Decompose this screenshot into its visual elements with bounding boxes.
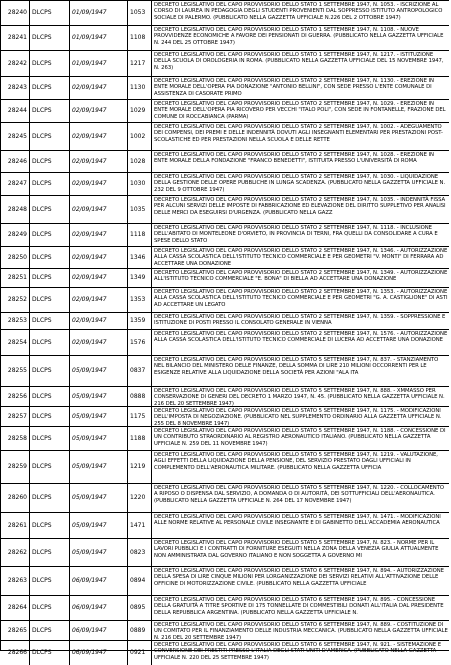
act-description: DECRETO LEGISLATIVO DEL CAPO PROVVISORIO DELLO STATO 5 SETTEMBRE 1947, N. 1471. - MODIFICAZIONI ALLE NORME RELATIVE AL PERSONALE CIVILE INSEGNANTE E DI GABINETTO DELL'ACCADEMIA AERONAUTICA — [151, 513, 449, 538]
act-type: DLCPS — [29, 313, 69, 329]
act-type: DLCPS — [29, 151, 69, 172]
record-id: 28244 — [7, 107, 27, 114]
table-row — [1, 123, 449, 151]
act-description: DECRETO LEGISLATIVO DEL CAPO PROVVISORIO DELLO STATO 2 SETTEMBRE 1947, N. 1028. - EREZIONE IN ENTE MORALE DELLA FONDAZIONE "FRANCO BENEDETTI", ISTITUITA PRESSO L'UNIVERSITÀ DI ROMA — [151, 151, 449, 172]
act-type: DLCPS — [29, 26, 69, 50]
table-row — [1, 513, 449, 539]
act-number: 1002 — [127, 123, 151, 150]
record-id: 28255 — [7, 367, 27, 374]
act-type: DLCPS — [29, 247, 69, 268]
act-description: DECRETO LEGISLATIVO DEL CAPO PROVVISORIO DELLO STATO 2 SETTEMBRE 1947, N. 1349. - AUTORIZZAZIONE ALL'ISTITUTO TECNICO COMMERCIALE "E. BONA" DI BIELLA AD ACCETTARE UNA DONAZIONE — [151, 269, 449, 287]
table-row — [1, 451, 449, 484]
act-date: 01/09/1947 — [69, 26, 127, 50]
act-date: 02/09/1947 — [69, 100, 127, 122]
act-description: DECRETO LEGISLATIVO DEL CAPO PROVVISORIO DELLO STATO 2 SETTEMBRE 1947, N. 1353. - AUTORIZZAZIONE ALLA CASSA SCOLASTICA DELL'ISTITUTO TECNICO COMMERCIALE E PER GEOMETRI "G. A. CASTIGLIONE" DI ASTI AD ACCETTARE UN LEGATO — [151, 288, 449, 312]
act-date: 06/09/1947 — [69, 621, 127, 641]
act-date: 02/09/1947 — [69, 123, 127, 150]
record-id: 28265 — [7, 627, 27, 635]
act-date: 02/09/1947 — [69, 288, 127, 312]
act-number: 1220 — [127, 484, 151, 512]
record-id: 28256 — [7, 393, 27, 401]
act-number: 0837 — [127, 356, 151, 386]
act-type: DLCPS — [29, 387, 69, 407]
record-id: 28242 — [7, 59, 27, 67]
act-type: DLCPS — [29, 539, 69, 566]
act-description: DECRETO LEGISLATIVO DEL CAPO PROVVISORIO DELLO STATO 6 SETTEMBRE 1947, N. 921. - SISTEMAZIONE E CONVERSIONE DEI PRESTITI PRESSO L'ITALIA DEGLI STATI UNITI D'AMERICA. (PUBBLICATO NELLA GAZZETTA UFFICIALE N. 220 DEL 25 SETTEMBRE 1947) — [151, 641, 449, 665]
act-date: 05/09/1947 — [69, 356, 127, 386]
record-id: 28250 — [7, 253, 27, 261]
act-description: DECRETO LEGISLATIVO DEL CAPO PROVVISORIO DELLO STATO 2 SETTEMBRE 1947, N. 1030. - LIQUIDAZIONE DELLA GESTIONE DELLE OPERE PUBBLICHE IN LUNGA SCADENZA. (PUBBLICATO NELLA GAZZETTA UFFICIALE N. 232 DEL 9 OTTOBRE 1947) — [151, 173, 449, 195]
act-number: 1118 — [127, 224, 151, 246]
act-number: 1576 — [127, 330, 151, 355]
act-description: DECRETO LEGISLATIVO DEL CAPO PROVVISORIO DELLO STATO 2 SETTEMBRE 1947, N. 1029. - EREZIONE IN ENTE MORALE DELL'OPERA PIA RICOVERO PER VECCHI "ITALO POLI", CON SEDE IN FONTANELLE, FRAZIONE DEL COMUNE DI ROCCABIANCA (PARMA) — [151, 100, 449, 122]
act-date: 02/09/1947 — [69, 330, 127, 355]
act-date: 02/09/1947 — [69, 224, 127, 246]
act-number: 1353 — [127, 288, 151, 312]
act-type: DLCPS — [29, 641, 69, 665]
table-row — [1, 387, 449, 407]
act-description: DECRETO LEGISLATIVO DEL CAPO PROVVISORIO DELLO STATO 2 SETTEMBRE 1947, N. 1118. - INCLUSIONE DELL'ABITATO DI MONTELEONE D'ORVIETO, IN PROVINCIA DI TERNI, FRA QUELLI DA CONSOLIDARE A CURA E SPESE DELLO STATO — [151, 224, 449, 246]
table-row — [1, 641, 449, 665]
act-description: DECRETO LEGISLATIVO DEL CAPO PROVVISORIO DELLO STATO 5 SETTEMBRE 1947, N. 1219. - VALUTAZIONE, AGLI EFFETTI DELLA LIQUIDAZIONE DELLA PENSIONE, DEL SERVIZIO PRESTATO DAGLI UFFICIALI IN COMPLEMENTO DELL'AERONAUTICA MILITARE. (PUBBLICATO NELLA GAZZETTA UFFICIA — [151, 451, 449, 483]
act-number: 1471 — [127, 513, 151, 538]
act-description: DECRETO LEGISLATIVO DEL CAPO PROVVISORIO DELLO STATO 2 SETTEMBRE 1947, N. 1002. - ADEGUAMENTO DEI COMPENSI, DEI PREMI E DELLE INDENNITÀ DOVUTI AGLI INSEGNANTI ELEMENTARI PER PRESTAZIONI POST-SCOLASTICHE ED PER PRESTAZIONI NELLA SCUOLA E DELLE RETTE — [151, 123, 449, 150]
act-type: DLCPS — [29, 288, 69, 312]
act-number: 1030 — [127, 173, 151, 195]
act-description: DECRETO LEGISLATIVO DEL CAPO PROVVISORIO DELLO STATO 2 SETTEMBRE 1947, N. 1346. - AUTORIZZAZIONE ALLA CASSA SCOLASTICA DELL'ISTITUTO TECNICO COMMERCIALE E PER GEOMETRI "V. MONTI" DI FERRARA AD ACCETTARE UNA DONAZIONE — [151, 247, 449, 268]
act-type: DLCPS — [29, 330, 69, 355]
act-type: DLCPS — [29, 427, 69, 450]
act-date: 02/09/1947 — [69, 173, 127, 195]
act-number: 1029 — [127, 100, 151, 122]
act-type: DLCPS — [29, 100, 69, 122]
act-number: 0894 — [127, 567, 151, 595]
act-description: DECRETO LEGISLATIVO DEL CAPO PROVVISORIO DELLO STATO 2 SETTEMBRE 1947, N. 1130. - EREZIONE IN ENTE MORALE DELL'OPERA PIA DONAZIONE "ANTONIO BELLINI", CON SEDE PRESSO L'ENTE COMUNALE DI ASSISTENZA DI CASORATE PRIMO — [151, 77, 449, 99]
act-number: 1035 — [127, 196, 151, 223]
act-type: DLCPS — [29, 407, 69, 427]
record-id: 28252 — [7, 296, 27, 303]
record-id: 28259 — [7, 463, 27, 470]
record-id: 28260 — [7, 494, 27, 501]
act-date: 06/09/1947 — [69, 641, 127, 665]
table-row — [1, 224, 449, 247]
act-description: DECRETO LEGISLATIVO DEL CAPO PROVVISORIO DELLO STATO 1 SETTEMBRE 1947, N. 1217. - ISTITUZIONE DELLA SCUOLA DI OROLOGERIA IN ROMA. (PUBBLICATO NELLA GAZZETTA UFFICIALE DEL 15 NOVEMBRE 1947, N. 263) — [151, 51, 449, 76]
act-description: DECRETO LEGISLATIVO DEL CAPO PROVVISORIO DELLO STATO 5 SETTEMBRE 1947, N. 823. - NORME PER IL LAVORI PUBBLICI E I CONTRATTI DI FORNITURE ESEGUITI NELLA ZONA DELLA VENEZIA GIULIA ATTUALMENTE NON AMMINISTRATA DAL GOVERNO ITALIANO E NON SOGGETTA A GOVERNO MI — [151, 539, 449, 566]
act-number: 1217 — [127, 51, 151, 76]
table-row — [1, 567, 449, 596]
act-description: DECRETO LEGISLATIVO DEL CAPO PROVVISORIO DELLO STATO 5 SETTEMBRE 1947, N. 837. - STANZIAMENTO NEL BILANCIO DEL MINISTERO DELLE FINANZE, DELLA SOMMA DI LIRE 210 MILIONI OCCORRENTI PER LE ESIGENZE RELATIVE ALLA LIQUIDAZIONE DELLA SOCIETÀ PER AZIONI "ALA ITA — [151, 356, 449, 386]
record-id: 28247 — [7, 180, 27, 187]
record-id: 28257 — [7, 413, 27, 421]
act-description: DECRETO LEGISLATIVO DEL CAPO PROVVISORIO DELLO STATO 2 SETTEMBRE 1947, N. 1576. - AUTORIZZAZIONE ALLA CASSA SCOLASTICA DELL'ISTITUTO TECNICO COMMERCIALE DI LUCERA AD ACCETTARE UNA DONAZIONE — [151, 330, 449, 355]
act-type: DLCPS — [29, 484, 69, 512]
table-row — [1, 100, 449, 123]
act-description: DECRETO LEGISLATIVO DEL CAPO PROVVISORIO DELLO STATO 5 SETTEMBRE 1947, N. 888. - XMMASSO PER CONSERVAZIONE DI GENERI DEL DECRETO 1 MARZO 1947, N. 45. (PUBBLICATO NELLA GAZZETTA UFFICIALE N. 216 DEL 20 SETTEMBRE 1947) — [151, 387, 449, 407]
record-id: 28261 — [7, 521, 27, 529]
record-id: 28240 — [7, 9, 27, 16]
act-number: 1219 — [127, 451, 151, 483]
act-description: DECRETO LEGISLATIVO DEL CAPO PROVVISORIO DELLO STATO 2 SETTEMBRE 1947, N. 1359. - SOPPRESSIONE E ISTITUZIONE DI POSTI PRESSO IL CONSOLATO GENERALE IN VIENNA — [151, 313, 449, 329]
act-type: DLCPS — [29, 356, 69, 386]
record-id: 28245 — [7, 132, 27, 140]
act-date: 05/09/1947 — [69, 484, 127, 512]
act-description: DECRETO LEGISLATIVO DEL CAPO PROVVISORIO DELLO STATO 6 SETTEMBRE 1947, N. 894. - AUTORIZZAZIONE DELLA SPESA DI LIRE CINQUE MILIONI PER LORGANIZZAZIONE DEI SERVIZI RELATIVI ALL'ATTIVAZIONE DELLE OFFICINE DI MOTORIZZAZIONE CIVILE. (PUBBLICATO NELLA GAZZETTA UFFICIALE — [151, 567, 449, 595]
act-description: DECRETO LEGISLATIVO DEL CAPO PROVVISORIO DELLO STATO 5 SETTEMBRE 1947, N. 1175. - MODIFICAZIONI DELL'IMPOSTA DI NEGOZIAZIONE. (PUBBLICATO NEL SUPPLEMENTO ORDINARIO ALLA GAZZETTA UFFICIALE N. 255 DEL 8 NOVEMBRE 1947) — [151, 407, 449, 427]
act-type: DLCPS — [29, 123, 69, 150]
record-id: 28249 — [7, 231, 27, 238]
table-row — [1, 173, 449, 196]
record-id: 28254 — [7, 338, 27, 346]
table-row — [1, 407, 449, 427]
act-number: 1028 — [127, 151, 151, 172]
act-date: 02/09/1947 — [69, 247, 127, 268]
act-description: DECRETO LEGISLATIVO DEL CAPO PROVVISORIO DELLO STATO 2 SETTEMBRE 1947, N. 1035. - INDENNITÀ FISSA PER ALCUNI SERVIZI DELLE IMPOSTE DI FABBRICAZIONE ED ELEVAZIONE DEL DIRITTO SUPPLETIVO PER ANALISI DELLE MERCI DA ESEGUIRSI D'URGENZA. (PUBBLICATO NELLA GAZZ — [151, 196, 449, 223]
table-row — [1, 269, 449, 288]
act-type: DLCPS — [29, 173, 69, 195]
act-number: 0823 — [127, 539, 151, 566]
act-description: DECRETO LEGISLATIVO DEL CAPO PROVVISORIO DELLO STATO 1 SETTEMBRE 1947, N. 1108. - NUOVE PROVVIDENZE ECONOMICHE A FAVORE DEI PENSIONATI DI GUERRA. (PUBBLICATO NELLA GAZZETTA UFFICIALE N. 244 DEL 25 OTTOBRE 1947) — [151, 26, 449, 50]
table-row — [1, 247, 449, 269]
act-date: 02/09/1947 — [69, 77, 127, 99]
act-number: 1130 — [127, 77, 151, 99]
table-row — [1, 596, 449, 621]
table-row — [1, 330, 449, 356]
act-date: 02/09/1947 — [69, 196, 127, 223]
act-number: 0895 — [127, 596, 151, 620]
table-row — [1, 51, 449, 77]
act-date: 05/09/1947 — [69, 539, 127, 566]
act-date: 05/09/1947 — [69, 387, 127, 407]
record-id: 28246 — [7, 157, 27, 165]
table-row — [1, 427, 449, 451]
act-type: DLCPS — [29, 513, 69, 538]
table-row — [1, 621, 449, 641]
act-number: 1053 — [127, 1, 151, 25]
act-type: DLCPS — [29, 269, 69, 287]
act-type: DLCPS — [29, 51, 69, 76]
act-number: 1175 — [127, 407, 151, 427]
act-date: 05/09/1947 — [69, 427, 127, 450]
act-type: DLCPS — [29, 451, 69, 483]
act-date: 01/09/1947 — [69, 51, 127, 76]
table-row — [1, 539, 449, 567]
table-row — [1, 288, 449, 313]
act-date: 06/09/1947 — [69, 596, 127, 620]
act-number: 1188 — [127, 427, 151, 450]
act-type: DLCPS — [29, 1, 69, 25]
act-number: 0921 — [127, 641, 151, 665]
act-number: 1108 — [127, 26, 151, 50]
act-number: 0889 — [127, 621, 151, 641]
table-row — [1, 151, 449, 173]
act-description: DECRETO LEGISLATIVO DEL CAPO PROVVISORIO DELLO STATO 5 SETTEMBRE 1947, N. 1220. - COLLOCAMENTO A RIPOSO O DISPENSA DAL SERVIZIO, A DOMANDA O DI AUTORITÀ, DEI SOTTUFFICIALI DELL'AERONAUTICA. (PUBBLICATO NELLA GAZZETTA UFFICIALE N. 264 DEL 17 NOVEMBRE 1947) — [151, 484, 449, 512]
record-id: 28243 — [7, 84, 27, 91]
table-row — [1, 356, 449, 387]
table-row — [1, 26, 449, 51]
act-date: 02/09/1947 — [69, 151, 127, 172]
act-type: DLCPS — [29, 224, 69, 246]
table-row — [1, 313, 449, 330]
act-date: 05/09/1947 — [69, 513, 127, 538]
act-description: DECRETO LEGISLATIVO DEL CAPO PROVVISORIO DELLO STATO 6 SETTEMBRE 1947, N. 895. - CONCESSIONE DELLA GRATUITÀ A TITRE SPORTIVE DI 175 TONNELLATE DI COMMESTIBILI DONATI ALL'ITALIA DAL PRESIDENTE DELLA REPUBBLICA ARGENTINA. (PUBBLICATO NELLA GAZZETTA UFFICIALE N. — [151, 596, 449, 620]
act-type: DLCPS — [29, 621, 69, 641]
act-date: 05/09/1947 — [69, 451, 127, 483]
act-type: DLCPS — [29, 77, 69, 99]
act-description: DECRETO LEGISLATIVO DEL CAPO PROVVISORIO DELLO STATO 5 SETTEMBRE 1947, N. 1188. - CONCESSIONE DI UN CONTRIBUTO STRAORDINARIO AL REGISTRO AERONAUTICO ITALIANO. (PUBBLICATO NELLA GAZZETTA UFFICIALE N. 259 DEL 11 NOVEMBRE 1947) — [151, 427, 449, 450]
act-number: 1349 — [127, 269, 151, 287]
act-number: 0888 — [127, 387, 151, 407]
table-row — [1, 196, 449, 224]
act-date: 02/09/1947 — [69, 313, 127, 329]
record-id: 28248 — [7, 205, 27, 213]
act-description: DECRETO LEGISLATIVO DEL CAPO PROVVISORIO DELLO STATO 1 SETTEMBRE 1947, N. 1053. - ISCRIZIONE AL CORSO DI LAUREA IN PEDAGOGIA DEGLI STUDENTI PROVENIENTI DAL SOPPRESSO ISTITUTO ANTROPOLOGICO SOCIALE DI PALERMO. (PUBBLICATO NELLA GAZZETTA UFFICIALE N.226 DEL 2 OTTOBRE 1947) — [151, 1, 449, 25]
act-date: 06/09/1947 — [69, 567, 127, 595]
record-id: 28253 — [7, 317, 27, 324]
table-row — [1, 77, 449, 100]
act-date: 05/09/1947 — [69, 407, 127, 427]
act-description: DECRETO LEGISLATIVO DEL CAPO PROVVISORIO DELLO STATO 6 SETTEMBRE 1947, N. 889. - COSTITUZIONE DI UN COMITATO PER IL FINANZIAMENTO DELLE INDUSTRIA MECCANICA. (PUBBLICATO NELLA GAZZETTA UFFICIALE N. 216 DEL 20 SETTEMBRE 1947) — [151, 621, 449, 641]
record-id: 28241 — [7, 34, 27, 41]
record-id: 28258 — [7, 434, 27, 442]
act-type: DLCPS — [29, 596, 69, 620]
table-row — [1, 1, 449, 26]
act-number: 1346 — [127, 247, 151, 268]
record-id: 28251 — [7, 274, 27, 281]
record-id: 28264 — [7, 604, 27, 611]
record-id: 28266 — [7, 649, 27, 656]
record-id: 28263 — [7, 577, 27, 584]
record-id: 28262 — [7, 548, 27, 556]
table-row — [1, 484, 449, 513]
act-date: 02/09/1947 — [69, 269, 127, 287]
act-number: 1359 — [127, 313, 151, 329]
act-type: DLCPS — [29, 567, 69, 595]
act-date: 01/09/1947 — [69, 1, 127, 25]
act-type: DLCPS — [29, 196, 69, 223]
